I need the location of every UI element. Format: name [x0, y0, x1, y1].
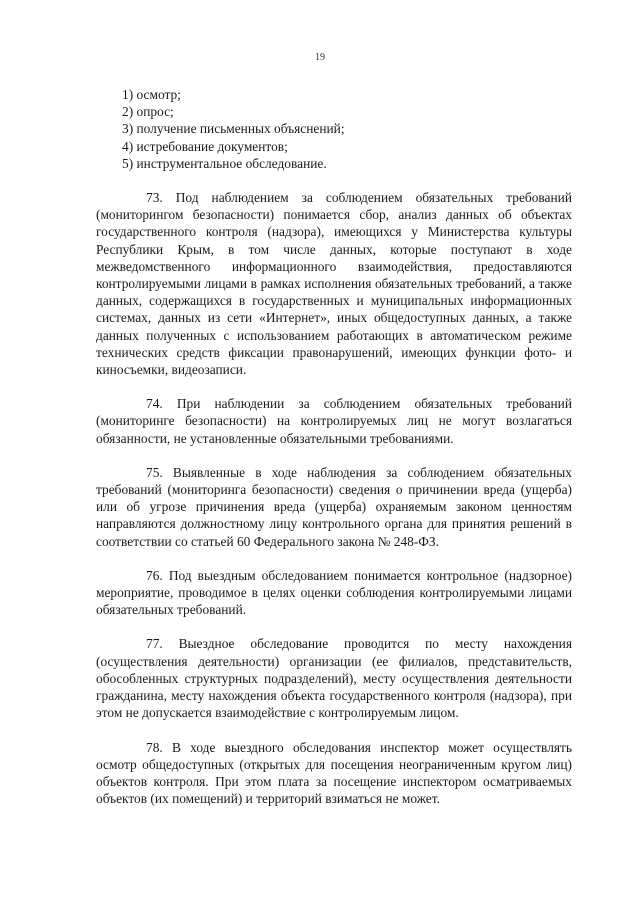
paragraph-73: 73. Под наблюдением за соблюдением обязательных требований (мониторингом безопасности) понимается сбор, анализ данных об объектах государственного контроля (надзора), имеющихся у Министерства культуры Республики Крым, в том числе данных, которые поступают в ходе межведомственного информационного взаимодействия, предоставляются контролируемыми лицами в рамках исполнения обязательных требований, а также данных, содержащихся в государственных и муниципальных информационных системах, данных из сети «Интернет», иных общедоступных данных, а также данных полученных с использованием работающих в автоматическом режиме технических средств фиксации правонарушений, имеющих функции фото- и киносъемки, видеозаписи.	[96, 190, 572, 378]
list-item: 3) получение письменных объяснений;	[122, 121, 345, 137]
list-item: 2) опрос;	[122, 104, 174, 120]
paragraph-76: 76. Под выездным обследованием понимается контрольное (надзорное) мероприятие, проводимое в целях оценки соблюдения контролируемыми лицами обязательных требований.	[96, 567, 572, 618]
list-item: 4) истребование документов;	[122, 138, 288, 154]
document-body	[96, 86, 572, 807]
list-item: 5) инструментальное обследование.	[122, 155, 327, 171]
paragraph-77: 77. Выездное обследование проводится по месту нахождения (осуществления деятельности) организации (ее филиалов, представительств, обособленных структурных подразделений), месту осуществления деятельности гражданина, месту нахождения объекта государственного контроля (надзора), при этом не допускается взаимодействие с контролируемым лицом.	[96, 636, 572, 721]
inspection-actions-list	[96, 86, 572, 172]
page-number: 19	[315, 52, 325, 63]
paragraph-78: 78. В ходе выездного обследования инспектор может осуществлять осмотр общедоступных (открытых для посещения неограниченным кругом лиц) объектов контроля. При этом плата за посещение инспектором осматриваемых объектов (их помещений) и территорий взиматься не может.	[96, 739, 572, 807]
list-item: 1) осмотр;	[122, 87, 181, 102]
paragraph-74: 74. При наблюдении за соблюдением обязательных требований (мониторинге безопасности) на контролируемых лиц не могут возлагаться обязанности, не установленные обязательными требованиями.	[96, 396, 572, 446]
paragraph-75: 75. Выявленные в ходе наблюдения за соблюдением обязательных требований (мониторинга безопасности) сведения о причинении вреда (ущерба) или об угрозе причинения вреда (ущерба) охраняемым законом ценностям направляются должностному лицу контрольного органа для принятия решений в соответствии со статьей 60 Федерального закона № 248-ФЗ.	[96, 464, 572, 549]
